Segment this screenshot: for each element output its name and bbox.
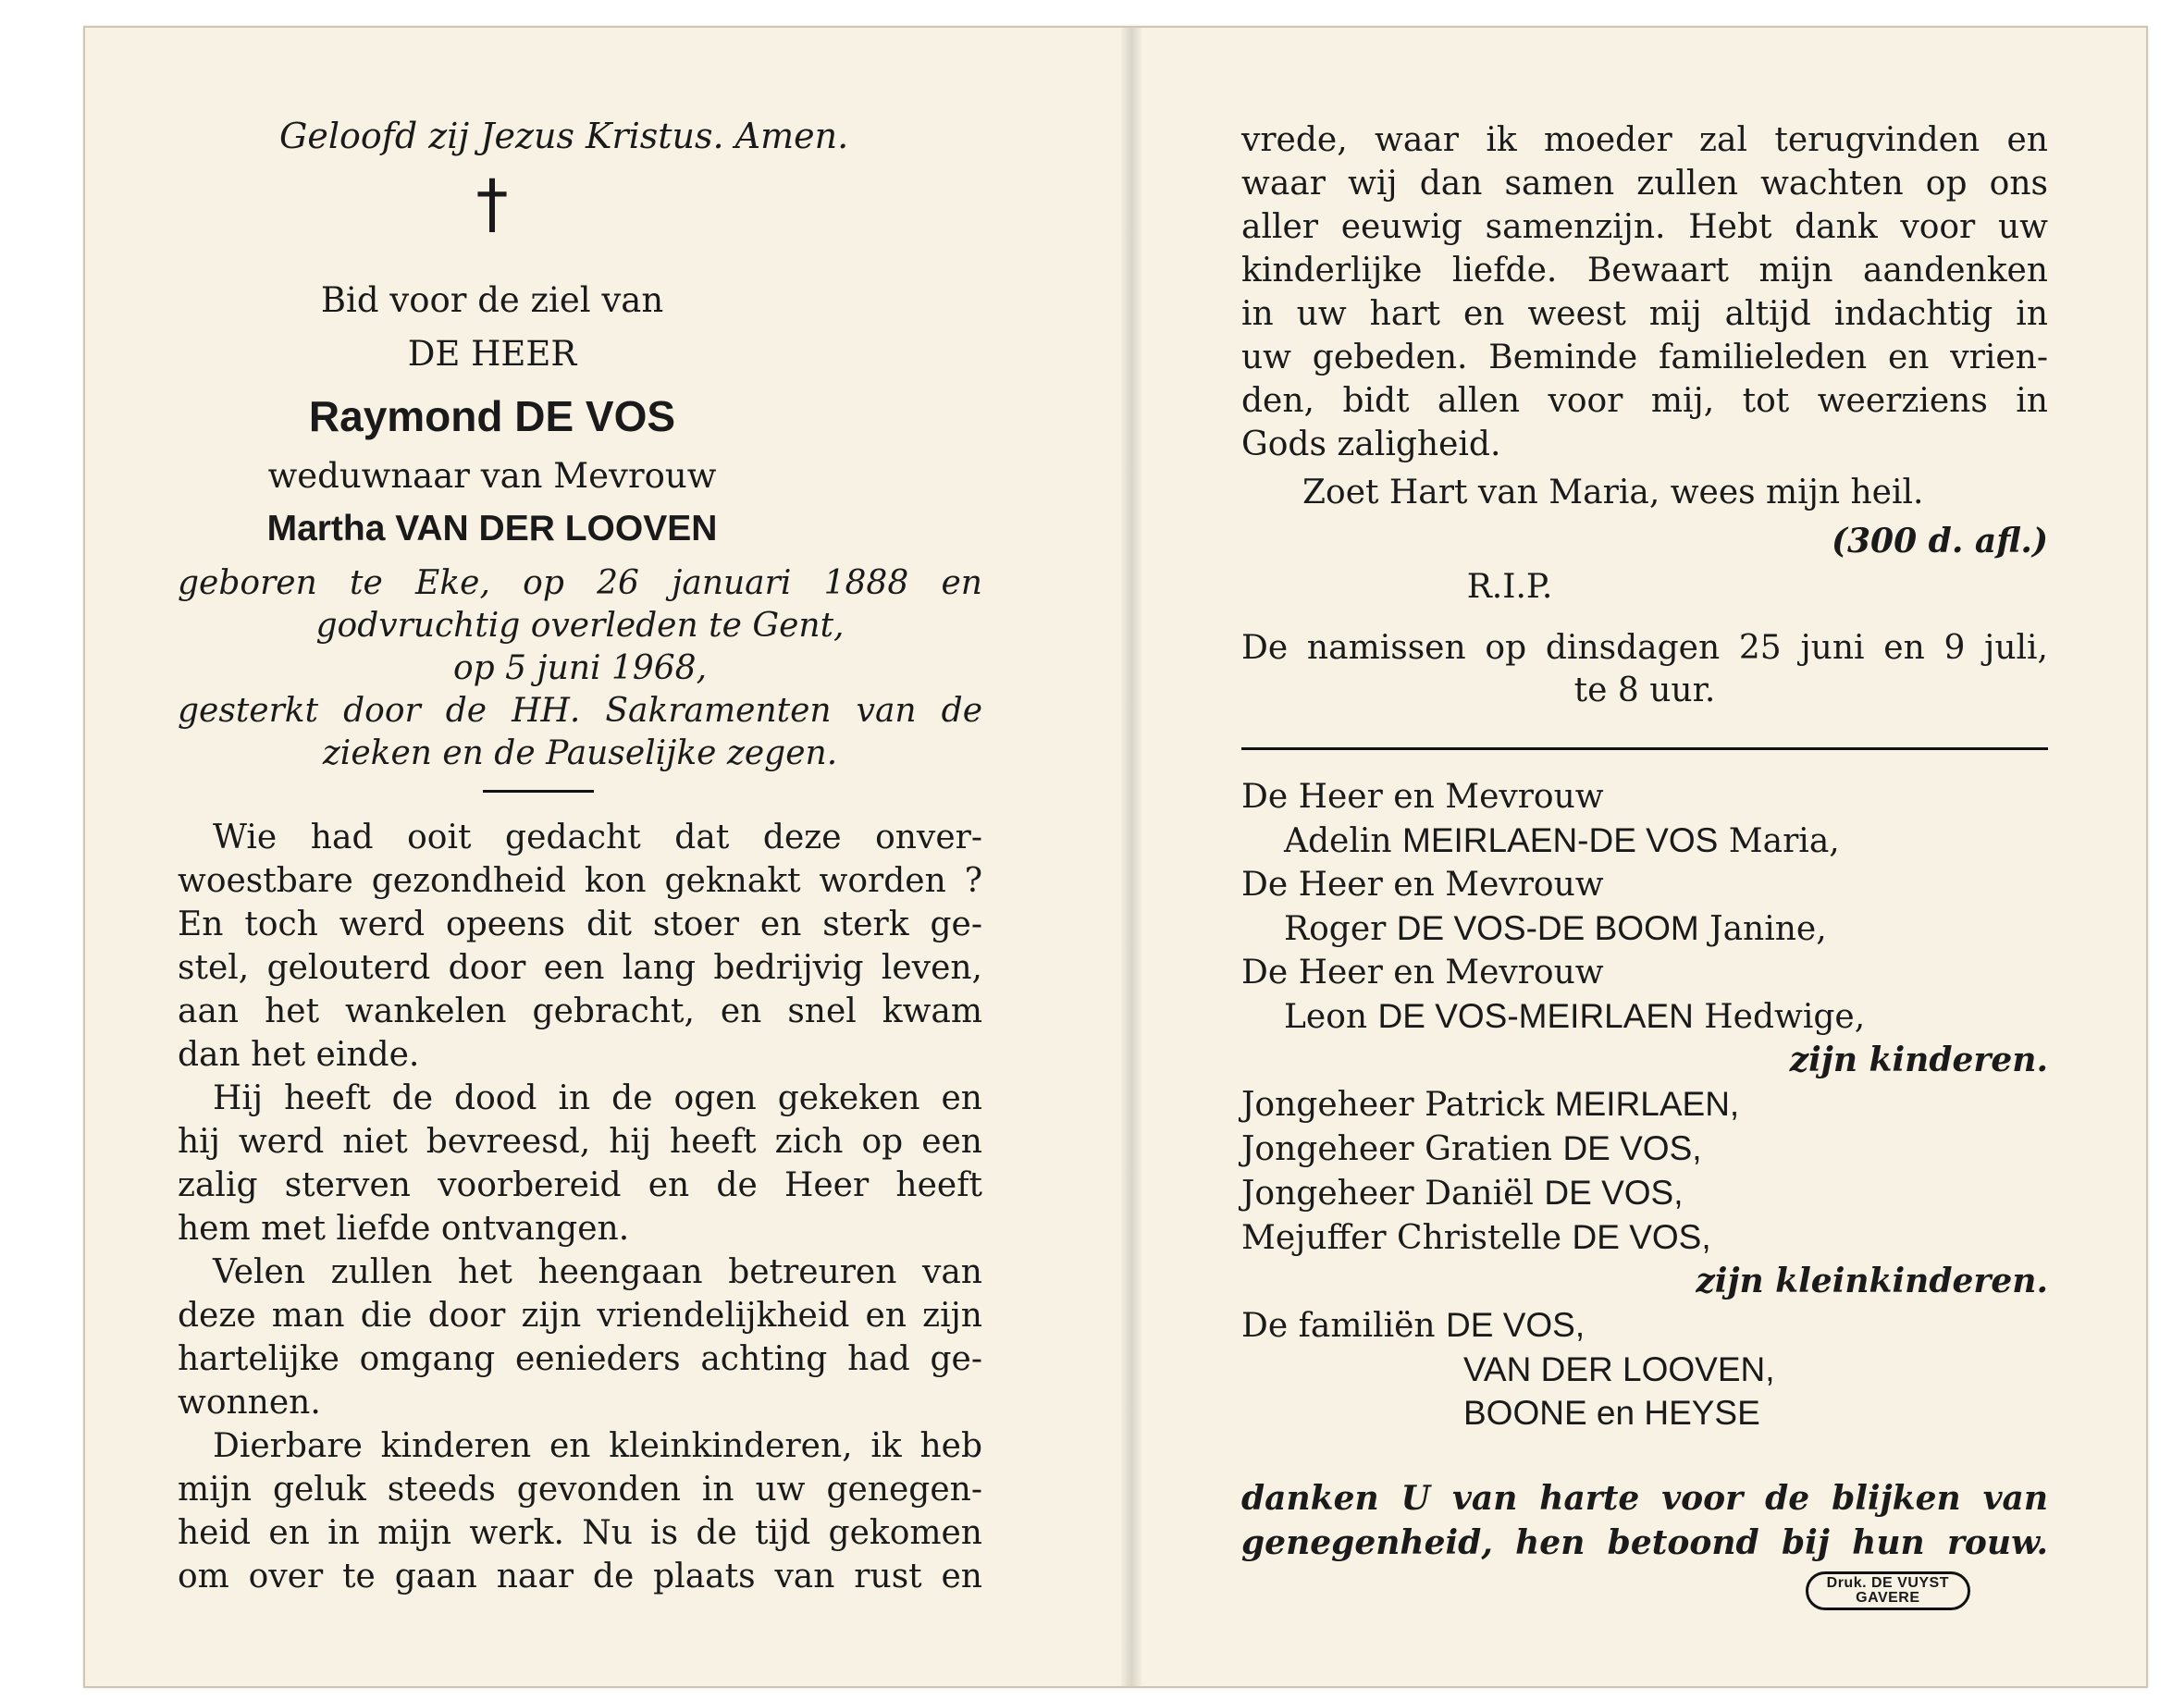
grandchild-line: Jongeheer Patrick MEIRLAEN, [1241,1085,1740,1124]
spouse-name: Martha VAN DER LOOVEN [266,509,718,548]
obituary-line: Hij heeft de dood in de ogen gekeken en [213,1079,982,1117]
obituary-line: heid en in mijn werk. Nu is de tijd gekomen [178,1514,982,1552]
continuation-line: kinderlijke liefde. Bewaart mijn aandenken [1241,252,2048,289]
continuation-text [1241,118,2048,466]
prayer: Zoet Hart van Maria, wees mijn heil. [1302,474,1924,511]
obituary-line: En toch werd opeens dit stoer en sterk ge- [178,905,982,943]
obituary-line: om over te gaan naar de plaats van rust en [178,1558,982,1595]
thanks-line: genegenheid, hen betoond bij hun rouw. [1241,1523,2048,1562]
thanks [1241,1476,2048,1565]
continuation-line: Gods zaligheid. [1241,425,1501,463]
grandchild-line: Jongeheer Daniël DE VOS, [1241,1174,1684,1213]
obituary-line: woestbare gezondheid kon geknakt worden ? [178,862,982,900]
obituary-line: stel, gelouterd door een lang bedrijvig leven, [178,949,982,987]
child-line: Roger DE VOS-DE BOOM Janine, [1284,909,1827,948]
child-line: Leon DE VOS-MEIRLAEN Hedwige, [1284,997,1866,1036]
child-title: De Heer en Mevrouw [1241,866,1604,904]
widower-of: weduwnaar van Mevrouw [267,456,717,496]
bio-line: godvruchtig overleden te Gent, [315,607,845,645]
bio-line: op 5 juni 1968, [452,649,708,687]
obituary-line: Dierbare kinderen en kleinkinderen, ik heb [213,1427,982,1465]
continuation-line: uw gebeden. Beminde familieleden en vrien- [1241,339,2048,376]
bio-line: geboren te Eke, op 26 januari 1888 en [178,564,982,602]
printer-name: Druk. DE VUYST [1826,1575,1949,1591]
family-list [1241,775,2048,1435]
deceased-title: DE HEER [407,334,577,374]
grandchild-line: Mejuffer Christelle DE VOS, [1241,1218,1711,1257]
printer-town: GAVERE [1856,1590,1920,1606]
continuation-line: waar wij dan samen zullen wachten op ons [1241,165,2048,203]
masses-line: De namissen op dinsdagen 25 juni en 9 juli, [1241,629,2048,667]
grandchildren-label: zijn kleinkinderen. [1696,1262,2048,1300]
bio-line: gesterkt door de HH. Sakramenten van de [178,692,982,730]
child-line: Adelin MEIRLAEN-DE VOS Maria, [1284,821,1840,860]
bio-line: zieken en de Pauselijke zegen. [322,734,838,772]
obituary-line: hij werd niet bevreesd, hij heeft zich op een [178,1123,982,1161]
memorial-card [83,26,2148,1688]
continuation-line: vrede, waar ik moeder zal terugvinden en [1241,121,2048,159]
printer-stamp [1806,1571,1970,1610]
families-line: VAN DER LOOVEN, [1463,1350,1775,1388]
obituary-line: zalig sterven voorbereid en de Heer heeft [178,1166,982,1204]
obituary-line: mijn geluk steeds gevonden in uw genegen- [178,1471,982,1509]
section-rule [1241,747,2048,750]
child-title: De Heer en Mevrouw [1241,778,1604,816]
invocation: Geloofd zij Jezus Kristus. Amen. [279,116,849,156]
obituary-line: deze man die door zijn vriendelijkheid en zijn [178,1297,982,1335]
children-label: zijn kinderen. [1789,1041,2048,1079]
cross-icon: † [475,166,509,241]
card-fold [1121,28,1141,1686]
child-title: De Heer en Mevrouw [1241,954,1604,992]
masses [1241,627,2048,712]
families-line: De familiën DE VOS, [1241,1306,1586,1345]
obituary-line: hartelijke omgang eenieders achting had ge- [178,1340,982,1378]
families-line: BOONE en HEYSE [1463,1394,1760,1432]
bio [178,562,982,775]
deceased-name: Raymond DE VOS [308,392,676,440]
obituary-line: wonnen. [178,1384,321,1422]
obituary-line: Wie had ooit gedacht dat deze onver- [213,819,982,856]
obituary-line: dan het einde. [178,1036,420,1074]
grandchild-line: Jongeheer Gratien DE VOS, [1241,1129,1702,1168]
divider [483,790,594,793]
pray-for: Bid voor de ziel van [320,280,664,320]
rip: R.I.P. [1466,568,1553,606]
obituary-line: hem met liefde ontvangen. [178,1210,630,1248]
continuation-line: aller eeuwig samenzijn. Hebt dank voor uw [1241,208,2048,246]
obituary-text [178,816,982,1598]
indulgence: (300 d. afl.) [1831,522,2048,561]
obituary-line: aan het wankelen gebracht, en snel kwam [178,992,982,1030]
masses-line: te 8 uur. [1573,671,1716,709]
continuation-line: den, bidt allen voor mij, tot weerziens in [1241,382,2048,420]
obituary-line: Velen zullen het heengaan betreuren van [213,1253,982,1291]
continuation-line: in uw hart en weest mij altijd indachtig in [1241,295,2048,333]
thanks-line: danken U van harte voor de blijken van [1241,1479,2048,1518]
